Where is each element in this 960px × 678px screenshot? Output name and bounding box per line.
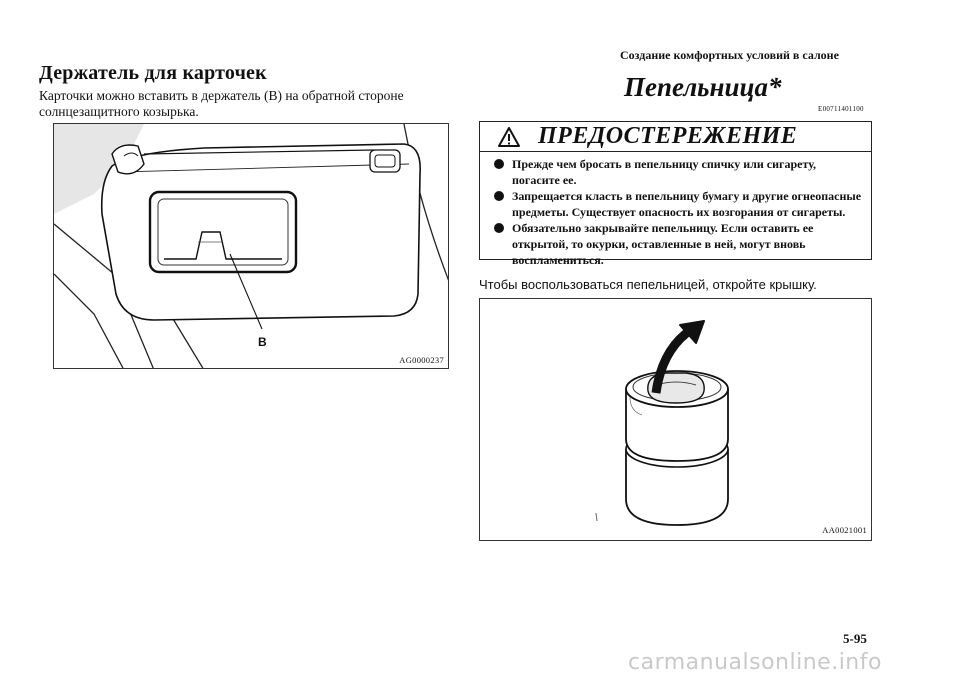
ashtray-illustration [479, 298, 872, 541]
section-title-card-holder: Держатель для карточек [39, 62, 267, 84]
bullet-icon [494, 191, 504, 201]
bullet-icon [494, 159, 504, 169]
figure-code-ashtray: AA0021001 [822, 525, 867, 535]
card-holder-description-line1: Карточки можно вставить в держатель (B) на обратной стороне [39, 88, 404, 103]
warning-title: ПРЕДОСТЕРЕЖЕНИЕ [538, 123, 798, 149]
sun-visor-illustration [53, 123, 449, 369]
warning-item: Прежде чем бросать в пепельницу спичку или сигарету, погасите ее. [492, 156, 863, 188]
warning-triangle-icon [498, 127, 520, 147]
warning-list [492, 156, 863, 268]
watermark: carmanualsonline.info [628, 650, 882, 675]
card-holder-description-line2: солнцезащитного козырька. [39, 104, 199, 119]
ashtray-drawing [480, 299, 872, 541]
section-code: E00711401100 [818, 105, 864, 113]
ashtray-instruction: Чтобы воспользоваться пепельницей, откройте крышку. [479, 277, 817, 292]
sun-visor-drawing [54, 124, 449, 369]
page-number: 5-95 [843, 631, 867, 646]
running-header: Создание комфортных условий в салоне [620, 48, 839, 62]
card-holder-description [39, 88, 449, 120]
warning-item: Обязательно закрывайте пепельницу. Если оставить ее открытой, то окурки, оставленные в ней, могут вновь воспламениться. [492, 220, 863, 268]
warning-header [480, 122, 871, 152]
warning-box [479, 121, 872, 267]
section-title-ashtray: Пепельница* [624, 72, 782, 102]
card-holder-callout-label: B [258, 335, 267, 349]
figure-code-visor: AG0000237 [399, 355, 444, 365]
warning-item: Запрещается класть в пепельницу бумагу и другие огнеопасные предметы. Существует опасность их возгорания от сигареты. [492, 188, 863, 220]
bullet-icon [494, 223, 504, 233]
